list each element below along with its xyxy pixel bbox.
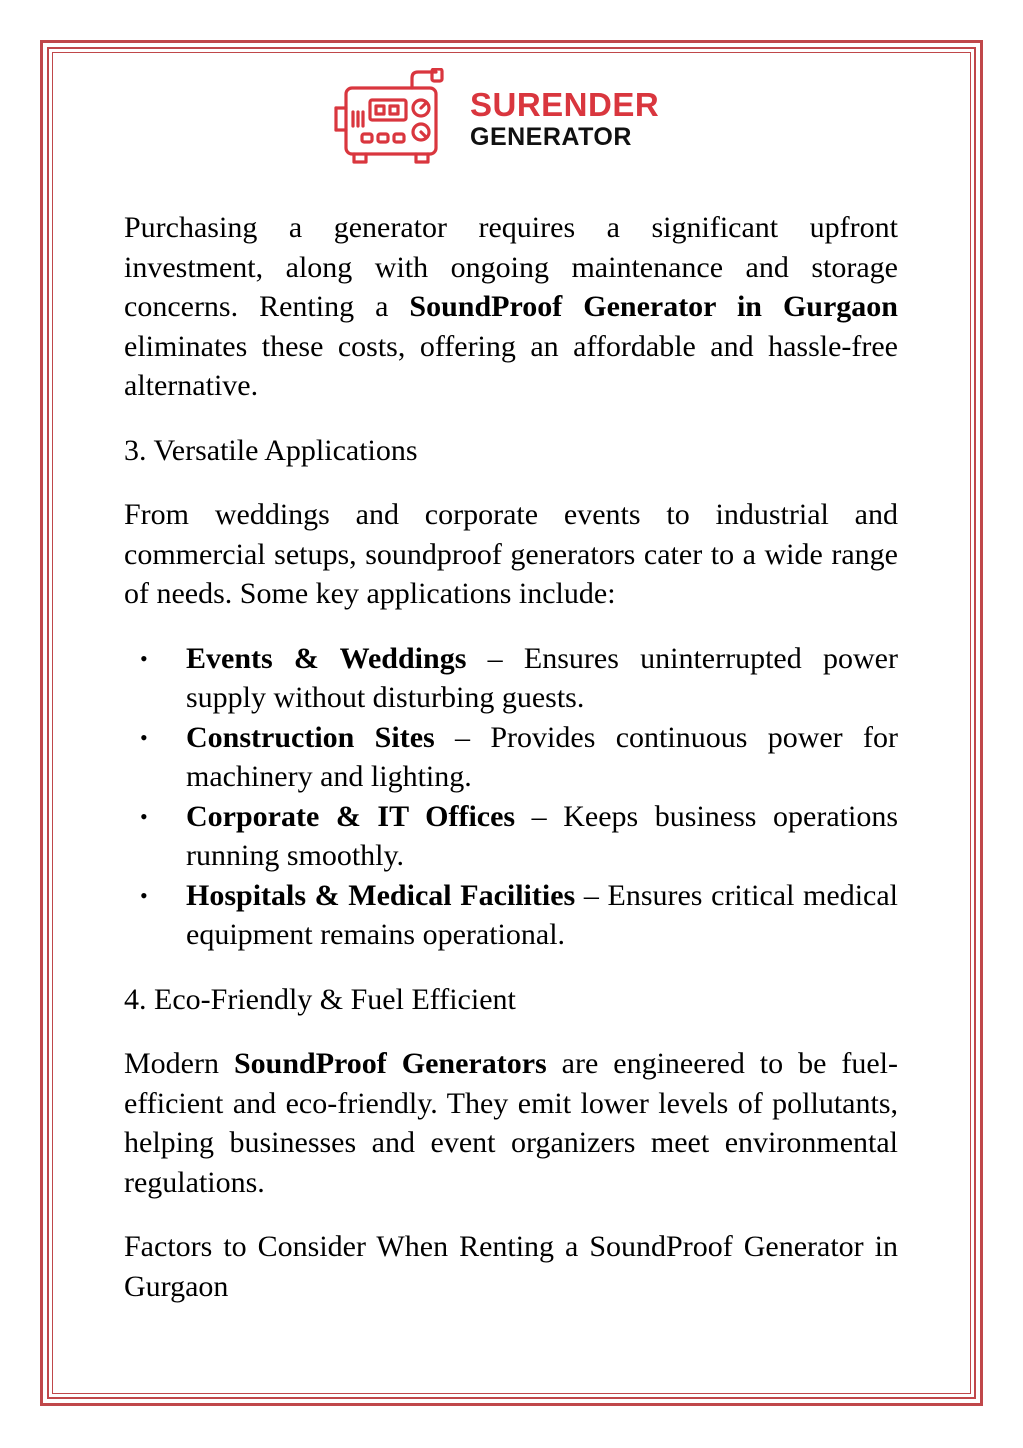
document-body xyxy=(124,208,898,1306)
section-4-paragraph: Modern SoundProof Generators are engineered to be fuel-efficient and eco-friendly. They emit lower levels of pollutants, helping businesses and event organizers meet environmental regulations. xyxy=(124,1047,899,1199)
list-item: • Events & Weddings – Ensures uninterrupted power supply without disturbing guests. xyxy=(124,639,898,718)
brand-name-line2: GENERATOR xyxy=(470,123,632,151)
list-item: • Hospitals & Medical Facilities – Ensures critical medical equipment remains operational. xyxy=(124,876,898,955)
brand-name xyxy=(470,88,659,150)
bullet-icon: • xyxy=(140,645,148,671)
list-item: • Corporate & IT Offices – Keeps business operations running smoothly. xyxy=(124,797,898,876)
section-4-heading: 4. Eco-Friendly & Fuel Efficient xyxy=(124,982,516,1016)
brand-name-line1: SURENDER xyxy=(470,86,660,123)
bullet-icon: • xyxy=(140,724,148,750)
section-4-bold-keyword: SoundProof Generators xyxy=(233,1047,547,1080)
bullet-icon: • xyxy=(140,803,148,829)
intro-paragraph: Purchasing a generator requires a significant upfront investment, along with ongoing maintenance and storage concerns. Renting a SoundProof Generator in Gurgaon eliminates these costs, offering an affordable and hassle-free alternative. xyxy=(124,211,898,402)
bullet-icon: • xyxy=(140,882,148,908)
generator-icon xyxy=(332,68,452,168)
section-3-heading: 3. Versatile Applications xyxy=(124,433,418,467)
brand-logo xyxy=(332,68,692,168)
list-item: • Construction Sites – Provides continuous power for machinery and lighting. xyxy=(124,718,898,797)
intro-bold-keyword: SoundProof Generator in Gurgaon xyxy=(409,290,898,323)
factors-heading: Factors to Consider When Renting a SoundProof Generator in Gurgaon xyxy=(124,1230,898,1303)
applications-list xyxy=(124,639,898,955)
section-3-paragraph: From weddings and corporate events to industrial and commercial setups, soundproof generators cater to a wide range of needs. Some key applications include: xyxy=(124,498,898,610)
